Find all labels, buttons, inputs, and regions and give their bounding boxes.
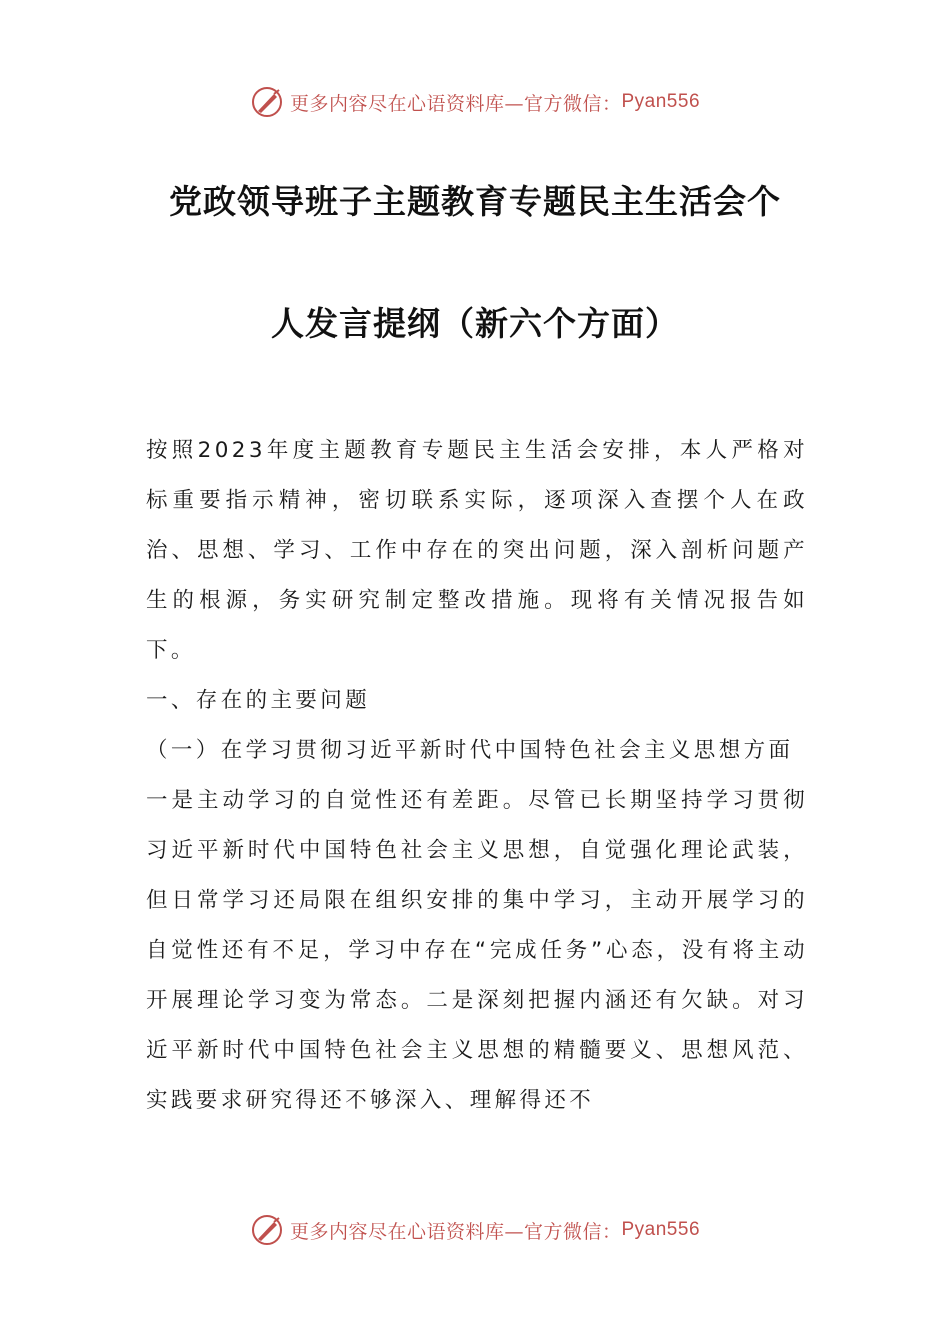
- banner-wechat-id: Pyan556: [621, 1219, 701, 1240]
- document-title-line-2: 人发言提纲（新六个方面）: [271, 304, 679, 343]
- banner-text: 更多内容尽在心语资料库—官方微信：: [289, 1220, 622, 1243]
- subsection-heading: （一）在学习贯彻习近平新时代中国特色社会主义思想方面: [146, 738, 794, 763]
- banner-wechat-id: Pyan556: [621, 91, 701, 112]
- intro-paragraph: 按照2023年度主题教育专题民主生活会安排，本人严格对标重要指示精神，密切联系实际，逐项深入查摆个人在政治、思想、学习、工作中存在的突出问题，深入剖析问题产生的根源，务实研究制定整改措施。现将有关情况报告如下。: [146, 438, 808, 663]
- document-title-line-1: 党政领导班子主题教育专题民主生活会个: [169, 182, 781, 221]
- footer-watermark-banner: [0, 1210, 950, 1250]
- banner-text: 更多内容尽在心语资料库—官方微信：: [289, 92, 622, 115]
- section-heading: 一、存在的主要问题: [146, 688, 371, 713]
- header-watermark-banner: [0, 82, 950, 122]
- quill-logo-icon: [250, 85, 284, 119]
- body-paragraph: 一是主动学习的自觉性还有差距。尽管已长期坚持学习贯彻习近平新时代中国特色社会主义思想，自觉强化理论武装，但日常学习还局限在组织安排的集中学习，主动开展学习的自觉性还有不足，学习中存在“完成任务”心态，没有将主动开展理论学习变为常态。二是深刻把握内涵还有欠缺。对习近平新时代中国特色社会主义思想的精髓要义、思想风范、实践要求研究得还不够深入、理解得还不: [146, 788, 808, 1113]
- document-body: [146, 426, 808, 1126]
- quill-logo-icon: [250, 1213, 284, 1247]
